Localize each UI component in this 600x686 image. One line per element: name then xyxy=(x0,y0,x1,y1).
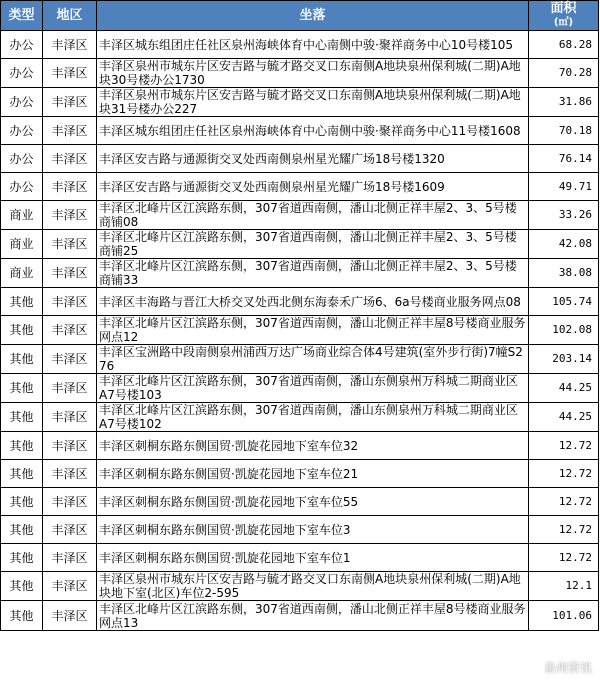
cell-area: 49.71 xyxy=(529,173,599,201)
cell-type: 其他 xyxy=(1,374,43,403)
cell-type: 其他 xyxy=(1,516,43,544)
table-row xyxy=(1,117,599,145)
cell-type: 其他 xyxy=(1,432,43,460)
cell-area: 68.28 xyxy=(529,31,599,59)
cell-district: 丰泽区 xyxy=(43,544,97,572)
cell-location: 丰泽区北峰片区江滨路东侧，307省道西南侧，潘山北侧正祥丰屋8号楼商业服务网点13 xyxy=(97,601,529,631)
cell-type: 办公 xyxy=(1,31,43,59)
cell-location: 丰泽区刺桐东路东侧国贸·凯旋花园地下室车位55 xyxy=(97,488,529,516)
cell-type: 商业 xyxy=(1,201,43,230)
table-row xyxy=(1,145,599,173)
table-body xyxy=(1,31,599,631)
cell-district: 丰泽区 xyxy=(43,432,97,460)
table-row xyxy=(1,601,599,631)
cell-location: 丰泽区刺桐东路东侧国贸·凯旋花园地下室车位1 xyxy=(97,544,529,572)
header-district: 地区 xyxy=(43,1,97,31)
cell-district: 丰泽区 xyxy=(43,31,97,59)
table-row xyxy=(1,201,599,230)
table-row xyxy=(1,432,599,460)
cell-district: 丰泽区 xyxy=(43,345,97,374)
cell-district: 丰泽区 xyxy=(43,572,97,601)
cell-area: 102.08 xyxy=(529,316,599,345)
cell-district: 丰泽区 xyxy=(43,403,97,432)
cell-district: 丰泽区 xyxy=(43,88,97,117)
cell-location: 丰泽区城东组团庄任社区泉州海峡体育中心南侧中骏·聚祥商务中心11号楼1608 xyxy=(97,117,529,145)
cell-location: 丰泽区城东组团庄任社区泉州海峡体育中心南侧中骏·聚祥商务中心10号楼105 xyxy=(97,31,529,59)
cell-district: 丰泽区 xyxy=(43,316,97,345)
cell-type: 其他 xyxy=(1,488,43,516)
table-row xyxy=(1,59,599,88)
cell-district: 丰泽区 xyxy=(43,488,97,516)
cell-area: 12.1 xyxy=(529,572,599,601)
table-row xyxy=(1,516,599,544)
cell-district: 丰泽区 xyxy=(43,173,97,201)
cell-type: 其他 xyxy=(1,544,43,572)
cell-area: 44.25 xyxy=(529,374,599,403)
cell-location: 丰泽区丰海路与晋江大桥交叉处西北侧东海泰禾广场6、6a号楼商业服务网点08 xyxy=(97,288,529,316)
cell-type: 其他 xyxy=(1,316,43,345)
cell-area: 12.72 xyxy=(529,488,599,516)
table-row xyxy=(1,345,599,374)
table-row xyxy=(1,374,599,403)
cell-area: 70.28 xyxy=(529,59,599,88)
cell-type: 其他 xyxy=(1,460,43,488)
cell-area: 12.72 xyxy=(529,460,599,488)
cell-type: 商业 xyxy=(1,230,43,259)
table-row xyxy=(1,230,599,259)
cell-area: 76.14 xyxy=(529,145,599,173)
table-row xyxy=(1,572,599,601)
table-row xyxy=(1,488,599,516)
header-area xyxy=(529,1,599,31)
table-row xyxy=(1,544,599,572)
cell-district: 丰泽区 xyxy=(43,117,97,145)
cell-area: 203.14 xyxy=(529,345,599,374)
cell-location: 丰泽区宝洲路中段南侧泉州浦西万达广场商业综合体4号建筑(室外步行街)7幢S276 xyxy=(97,345,529,374)
cell-type: 商业 xyxy=(1,259,43,288)
cell-type: 其他 xyxy=(1,572,43,601)
cell-district: 丰泽区 xyxy=(43,59,97,88)
cell-district: 丰泽区 xyxy=(43,288,97,316)
cell-area: 33.26 xyxy=(529,201,599,230)
table-row xyxy=(1,259,599,288)
cell-area: 12.72 xyxy=(529,516,599,544)
cell-type: 其他 xyxy=(1,601,43,631)
cell-type: 办公 xyxy=(1,173,43,201)
table-row xyxy=(1,88,599,117)
cell-type: 其他 xyxy=(1,288,43,316)
watermark: 泉州资讯 xyxy=(543,661,592,675)
cell-location: 丰泽区北峰片区江滨路东侧，307省道西南侧，潘山北侧正祥丰屋8号楼商业服务网点12 xyxy=(97,316,529,345)
cell-area: 38.08 xyxy=(529,259,599,288)
cell-location: 丰泽区北峰片区江滨路东侧，307省道西南侧，潘山北侧正祥丰屋2、3、5号楼商铺25 xyxy=(97,230,529,259)
table-row xyxy=(1,316,599,345)
cell-location: 丰泽区泉州市城东片区安吉路与毓才路交叉口东南侧A地块泉州保利城(二期)A地块31号楼办公227 xyxy=(97,88,529,117)
cell-type: 办公 xyxy=(1,117,43,145)
cell-location: 丰泽区北峰片区江滨路东侧，307省道西南侧，潘山北侧正祥丰屋2、3、5号楼商铺08 xyxy=(97,201,529,230)
cell-area: 12.72 xyxy=(529,432,599,460)
cell-location: 丰泽区安吉路与通源街交叉处西南侧泉州星光耀广场18号楼1609 xyxy=(97,173,529,201)
cell-type: 其他 xyxy=(1,345,43,374)
cell-type: 办公 xyxy=(1,145,43,173)
table-row xyxy=(1,403,599,432)
header-type: 类型 xyxy=(1,1,43,31)
cell-type: 办公 xyxy=(1,59,43,88)
cell-area: 101.06 xyxy=(529,601,599,631)
cell-location: 丰泽区安吉路与通源街交叉处西南侧泉州星光耀广场18号楼1320 xyxy=(97,145,529,173)
cell-district: 丰泽区 xyxy=(43,259,97,288)
cell-type: 办公 xyxy=(1,88,43,117)
cell-location: 丰泽区北峰片区江滨路东侧，307省道西南侧，潘山东侧泉州万科城二期商业区A7号楼102 xyxy=(97,403,529,432)
cell-location: 丰泽区泉州市城东片区安吉路与毓才路交叉口东南侧A地块泉州保利城(二期)A地块30号楼办公1730 xyxy=(97,59,529,88)
cell-area: 42.08 xyxy=(529,230,599,259)
cell-area: 44.25 xyxy=(529,403,599,432)
cell-district: 丰泽区 xyxy=(43,374,97,403)
table-row xyxy=(1,31,599,59)
cell-location: 丰泽区刺桐东路东侧国贸·凯旋花园地下室车位3 xyxy=(97,516,529,544)
cell-district: 丰泽区 xyxy=(43,460,97,488)
cell-location: 丰泽区北峰片区江滨路东侧，307省道西南侧，潘山北侧正祥丰屋2、3、5号楼商铺33 xyxy=(97,259,529,288)
cell-district: 丰泽区 xyxy=(43,145,97,173)
table-row xyxy=(1,288,599,316)
header-location: 坐落 xyxy=(97,1,529,31)
cell-district: 丰泽区 xyxy=(43,201,97,230)
cell-location: 丰泽区刺桐东路东侧国贸·凯旋花园地下室车位21 xyxy=(97,460,529,488)
header-area-label: 面积 xyxy=(550,1,577,16)
cell-area: 70.18 xyxy=(529,117,599,145)
table-row xyxy=(1,173,599,201)
cell-location: 丰泽区刺桐东路东侧国贸·凯旋花园地下室车位32 xyxy=(97,432,529,460)
cell-district: 丰泽区 xyxy=(43,601,97,631)
cell-location: 丰泽区北峰片区江滨路东侧，307省道西南侧，潘山东侧泉州万科城二期商业区A7号楼103 xyxy=(97,374,529,403)
cell-district: 丰泽区 xyxy=(43,230,97,259)
cell-type: 其他 xyxy=(1,403,43,432)
cell-area: 105.74 xyxy=(529,288,599,316)
header-area-unit: (㎡) xyxy=(553,17,574,28)
cell-area: 31.86 xyxy=(529,88,599,117)
header-row xyxy=(1,1,599,31)
cell-location: 丰泽区泉州市城东片区安吉路与毓才路交叉口东南侧A地块泉州保利城(二期)A地块地下室(北区)车位2-595 xyxy=(97,572,529,601)
cell-district: 丰泽区 xyxy=(43,516,97,544)
table-row xyxy=(1,460,599,488)
cell-area: 12.72 xyxy=(529,544,599,572)
